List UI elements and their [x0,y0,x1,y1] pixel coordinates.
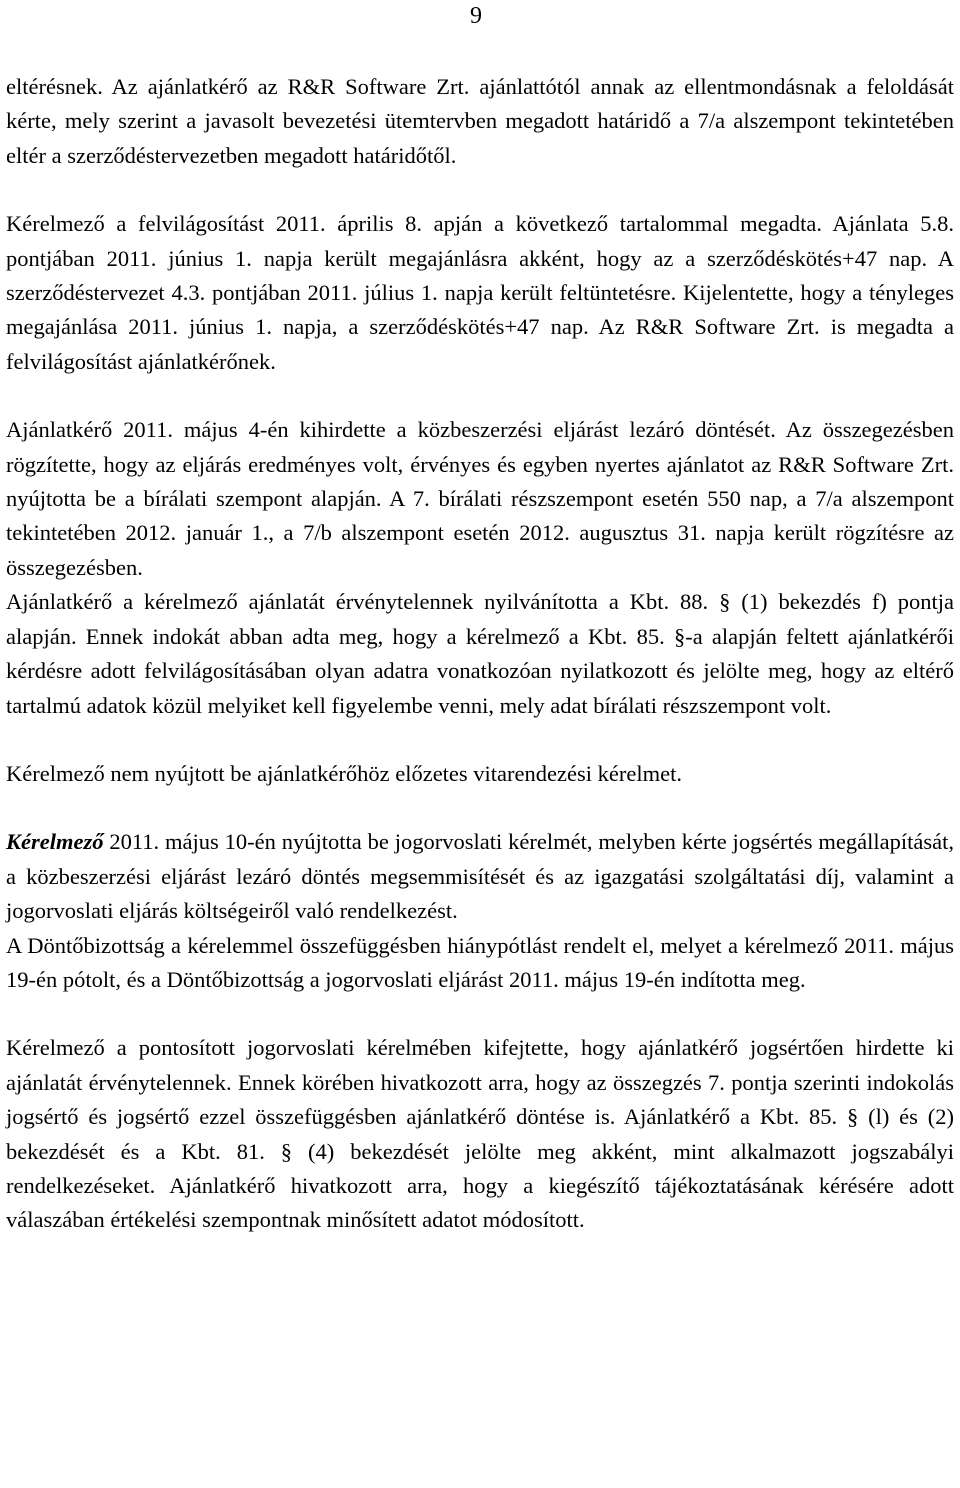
paragraph-4: Ajánlatkérő a kérelmező ajánlatát érvénytelennek nyilvánította a Kbt. 88. § (1) bekezdés f) pontja alapján. Ennek indokát abban adta meg, hogy a kérelmező a Kbt. 85. §-a alapján feltett ajánlatkérői kérdésre adott felvilágosításában olyan adatra vonatkozóan nyilatkozott és jelölte meg, hogy az eltérő tartalmú adatok közül melyiket kell figyelembe venni, mely adat bírálati részszempont volt. [6,589,954,718]
paragraph-8: Kérelmező a pontosított jogorvoslati kérelmében kifejtette, hogy ajánlatkérő jogsértően hirdette ki ajánlatát érvénytelennek. Ennek körében hivatkozott arra, hogy az összegzés 7. pontja szerinti indokolás jogsértő és jogsértő ezzel összefüggésben ajánlatkérő döntése is. Ajánlatkérő a Kbt. 85. § (l) és (2) bekezdését és a Kbt. 81. § (4) bekezdését jelölte meg akként, mint alkalmazott jogszabályi rendelkezéseket. Ajánlatkérő hivatkozott arra, hogy a kiegészítő tájékoztatásának kérésére adott válaszában értékelési szempontnak minősített adatot módosított. [6,1035,954,1233]
paragraph-7: A Döntőbizottság a kérelemmel összefüggésben hiánypótlást rendelt el, melyet a kérelmező 2011. május 19-én pótolt, és a Döntőbizottság a jogorvoslati eljárást 2011. május 19-én indította meg. [6,932,954,992]
paragraph-1: eltérésnek. Az ajánlatkérő az R&R Software Zrt. ajánlattótól annak az ellentmondásnak a feloldását kérte, mely szerint a javasolt bevezetési ütemtervben megadott határidő a 7/a alszempont tekintetében eltér a szerződéstervezetben megadott határidőtől. [6,74,954,168]
page-number: 9 [470,3,482,29]
paragraph-2: Kérelmező a felvilágosítást 2011. április 8. apján a következő tartalommal megadta. Ajánlata 5.8. pontjában 2011. június 1. napja került megajánlásra akként, hogy az a szerződéskötés+47 nap. A szerződéstervezet 4.3. pontjában 2011. július 1. napja került feltüntetésre. Kijelentette, hogy a tényleges megajánlása 2011. június 1. napja, a szerződéskötés+47 nap. Az R&R Software Zrt. is megadta a felvilágosítást ajánlatkérőnek. [6,211,954,374]
document-body [6,70,954,1238]
paragraph-6-text: 2011. május 10-én nyújtotta be jogorvoslati kérelmét, melyben kérte jogsértés megállapítását, a közbeszerzési eljárást lezáró döntés megsemmisítését és az igazgatási szolgáltatási díj, valamint a jogorvoslati eljárás költségeiről való rendelkezést. [6,829,954,924]
paragraph-6 [6,825,954,928]
paragraph-6-lead: Kérelmező [6,829,104,855]
paragraph-5: Kérelmező nem nyújtott be ajánlatkérőhöz előzetes vitarendezési kérelmet. [6,760,682,786]
paragraph-3: Ajánlatkérő 2011. május 4-én kihirdette a közbeszerzési eljárást lezáró döntését. Az összegezésben rögzítette, hogy az eljárás eredményes volt, érvényes és egyben nyertes ajánlatot az R&R Software Zrt. nyújtotta be a bírálati szempont alapján. A 7. bírálati részszempont esetén 550 nap, a 7/a alszempont tekintetében 2012. január 1., a 7/b alszempont esetén 2012. augusztus 31. napja került rögzítésre az összegezésben. [6,417,954,580]
